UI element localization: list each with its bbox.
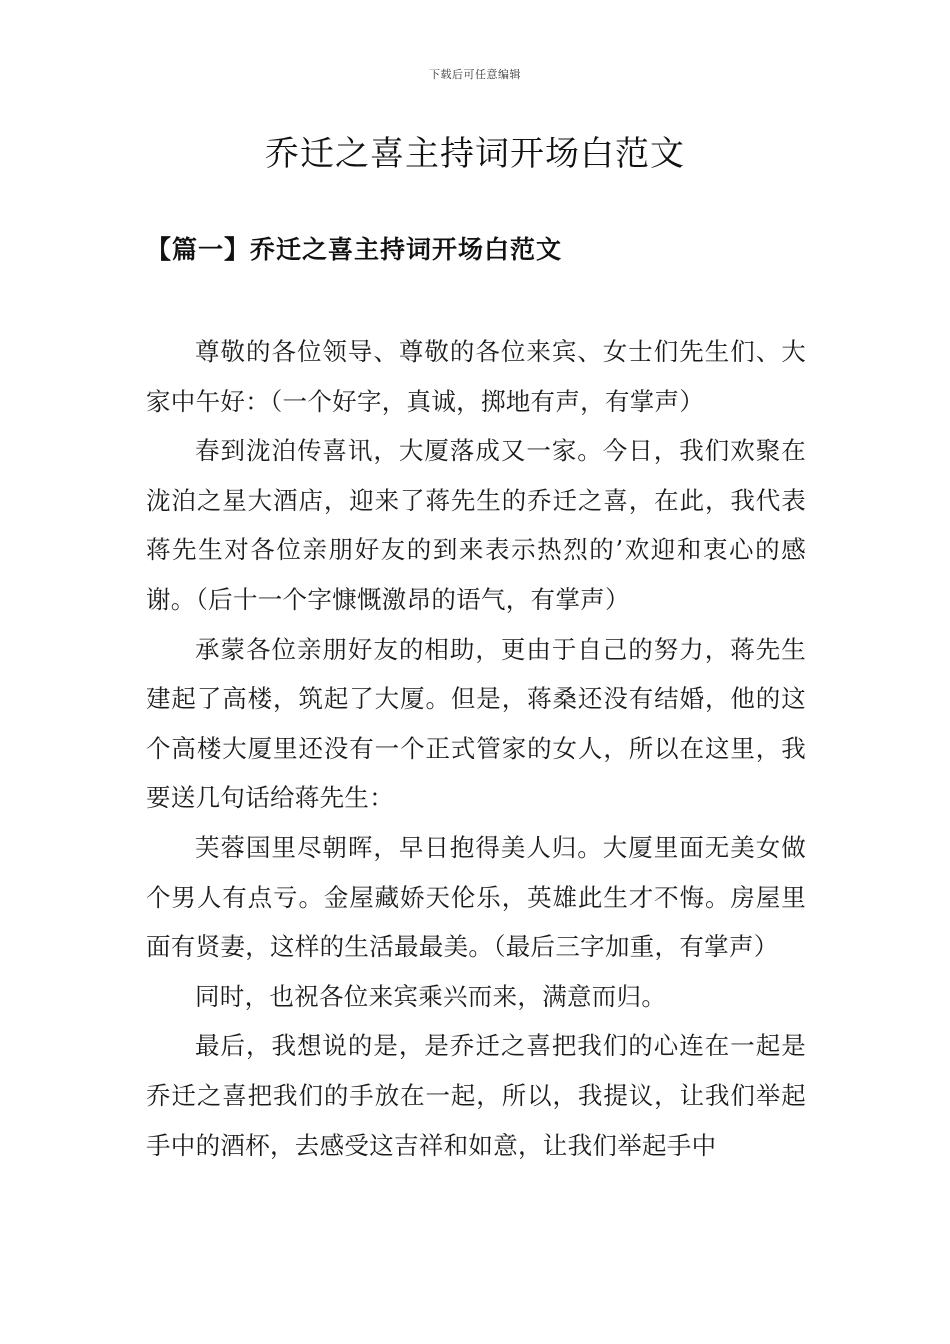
paragraph: 芙蓉国里尽朝晖，早日抱得美人归。大厦里面无美女做个男人有点亏。金屋藏娇天伦乐，英雄此生才不悔。房屋里面有贤妻，这样的生活最最美。（最后三字加重，有掌声） <box>146 832 806 962</box>
paragraph: 尊敬的各位领导、尊敬的各位来宾、女士们先生们、大家中午好：（一个好字，真诚，掷地有声，有掌声） <box>146 337 806 416</box>
paragraph: 承蒙各位亲朋好友的相助，更由于自己的努力，蒋先生建起了高楼，筑起了大厦。但是，蒋桑还没有结婚，他的这个高楼大厦里还没有一个正式管家的女人，所以在这里，我要送几句话给蒋先生： <box>146 634 806 813</box>
document-title: 乔迁之喜主持词开场白范文 <box>265 134 685 174</box>
paragraph: 最后，我想说的是，是乔迁之喜把我们的心连在一起是乔迁之喜把我们的手放在一起，所以，我提议，让我们举起手中的酒杯，去感受这吉祥和如意，让我们举起手中 <box>146 1031 806 1160</box>
header-note: 下载后可任意编辑 <box>429 68 521 81</box>
paragraph: 春到泷泊传喜讯，大厦落成又一家。今日，我们欢聚在泷泊之星大酒店，迎来了蒋先生的乔迁之喜，在此，我代表蒋先生对各位亲朋好友的到来表示热烈的’欢迎和衷心的感谢。（后十一个字慷慨激昂的语气，有掌声） <box>146 436 806 614</box>
section-heading: 【篇一】乔迁之喜主持词开场白范文 <box>146 235 563 264</box>
paragraph: 同时，也祝各位来宾乘兴而来，满意而归。 <box>195 981 667 1011</box>
document-body <box>146 327 806 1170</box>
